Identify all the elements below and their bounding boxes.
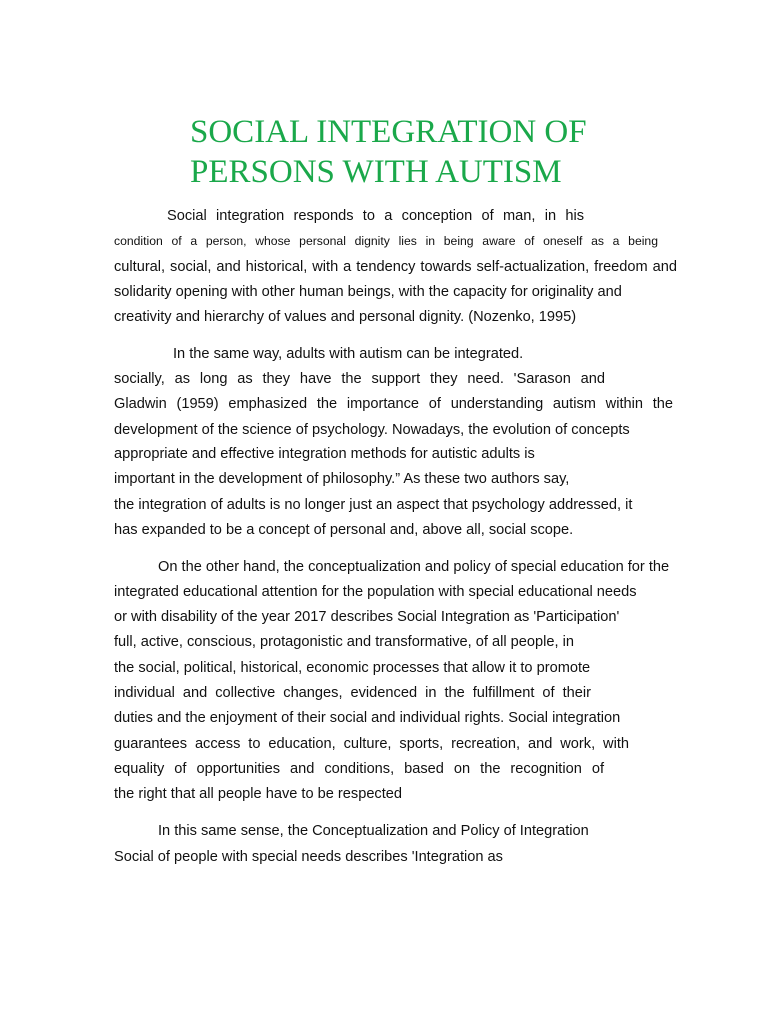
text-line: cultural, social, and historical, with a tendency towards self-actualization, freedom and (114, 259, 677, 275)
text-line: duties and the enjoyment of their social and individual rights. Social integration (114, 710, 621, 726)
text-line: Social integration responds to a conception of man, in his (167, 208, 584, 224)
title-line-1: SOCIAL INTEGRATION OF (190, 114, 587, 150)
text-line: the social, political, historical, economic processes that allow it to promote (114, 660, 591, 676)
text-line: creativity and hierarchy of values and personal dignity. (Nozenko, 1995) (114, 309, 577, 325)
text-line: integrated educational attention for the population with special educational needs (114, 584, 637, 600)
text-line: or with disability of the year 2017 describes Social Integration as 'Participation' (114, 609, 620, 625)
text-line: development of the science of psychology. Nowadays, the evolution of concepts (114, 422, 630, 438)
title-line-2: PERSONS WITH AUTISM (190, 154, 562, 190)
page-title (190, 112, 587, 192)
text-line: full, active, conscious, protagonistic and transformative, of all people, in (114, 634, 574, 650)
text-line: guarantees access to education, culture, sports, recreation, and work, with (114, 736, 629, 752)
text-line: the integration of adults is no longer just an aspect that psychology addressed, it (114, 497, 633, 513)
text-line: Social of people with special needs describes 'Integration as (114, 849, 503, 865)
text-line: has expanded to be a concept of personal and, above all, social scope. (114, 522, 574, 538)
text-line: solidarity opening with other human beings, with the capacity for originality and (114, 284, 622, 300)
text-line: appropriate and effective integration methods for autistic adults is (114, 446, 535, 462)
text-line: On the other hand, the conceptualization and policy of special education for the (158, 559, 670, 575)
text-line: socially, as long as they have the support they need. 'Sarason and (114, 371, 605, 387)
text-line: the right that all people have to be respected (114, 786, 403, 802)
text-line: In this same sense, the Conceptualization and Policy of Integration (158, 823, 589, 839)
text-line: In the same way, adults with autism can be integrated. (173, 346, 524, 362)
text-line: individual and collective changes, evidenced in the fulfillment of their (114, 685, 591, 701)
text-line: condition of a person, whose personal dignity lies in being aware of oneself as a being (114, 234, 658, 248)
text-line: equality of opportunities and conditions, based on the recognition of (114, 761, 604, 777)
text-line: important in the development of philosophy.” As these two authors say, (114, 471, 570, 487)
text-line: Gladwin (1959) emphasized the importance of understanding autism within the (114, 396, 673, 412)
